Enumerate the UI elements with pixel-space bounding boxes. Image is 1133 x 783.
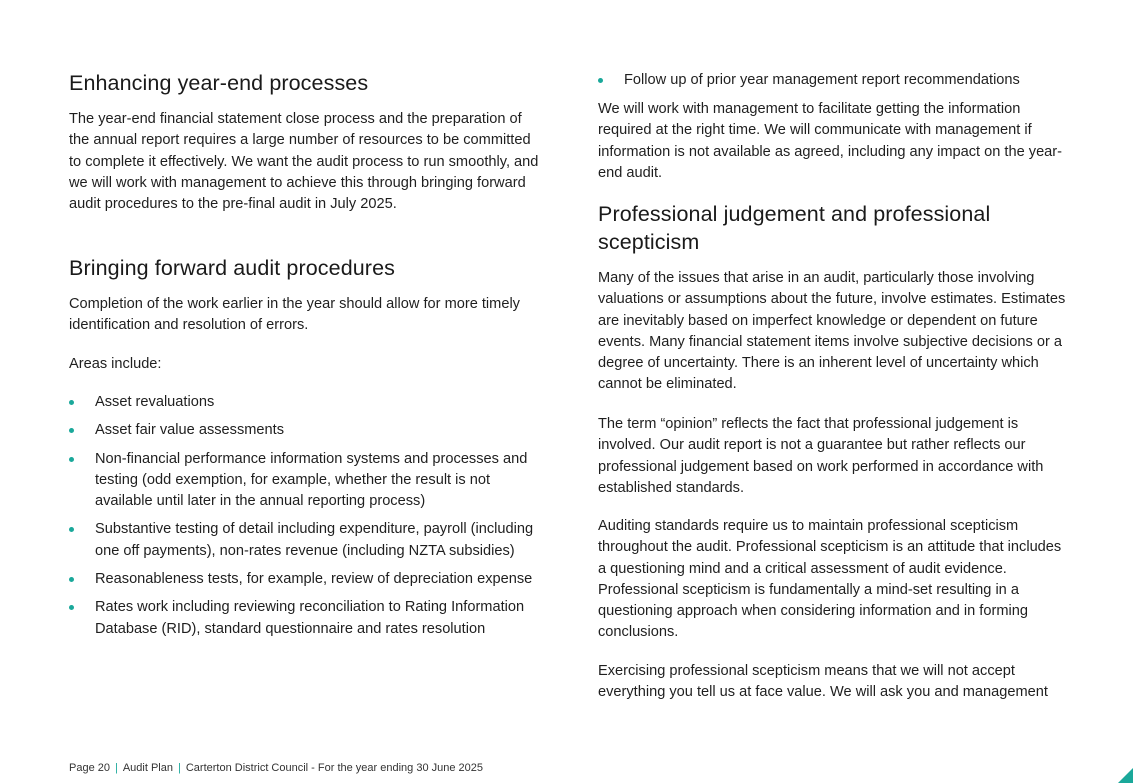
list-item: Follow up of prior year management report recommendations [598, 70, 1070, 91]
paragraph-auditing-standards: Auditing standards require us to maintain professional scepticism throughout the audit. Professional scepticism is an attitude that includes a questioning mind and a critical assessment of audit evidence. Professional scepticism is fundamentally a mind-set resulting in a questioning approach when considering information and in forming conclusions. [598, 518, 1062, 641]
paragraph-exercising-scepticism: Exercising professional scepticism means that we will not accept everything you tell us at face value. We will ask you and management [598, 663, 1048, 701]
paragraph-work-with-management: We will work with management to facilitate getting the information required at the right time. We will communicate with management if information is not available as agreed, including any impact on the year-end audit. [598, 101, 1063, 181]
list-item: Rates work including reviewing reconciliation to Rating Information Database (RID), standard questionnaire and rates resolution [69, 597, 541, 640]
list-item: Substantive testing of detail including expenditure, payroll (including one off payments), non-rates revenue (including NZTA subsidies) [69, 519, 541, 562]
heading-enhancing-year-end-processes: Enhancing year-end processes [69, 71, 369, 95]
areas-bullet-list [69, 392, 541, 640]
heading-professional-judgement: Professional judgement and professional scepticism [598, 202, 991, 254]
paragraph-areas-include: Areas include: [69, 356, 162, 372]
footer-separator: | [114, 762, 118, 774]
page-footer [69, 761, 483, 775]
list-item: Reasonableness tests, for example, review of depreciation expense [69, 569, 541, 590]
page-number: Page 20 [69, 762, 110, 774]
paragraph-completion-earlier: Completion of the work earlier in the year should allow for more timely identification and resolution of errors. [69, 296, 520, 334]
list-item: Asset fair value assessments [69, 420, 541, 441]
paragraph-year-end-close: The year-end financial statement close process and the preparation of the annual report requires a large number of resources to be committed to complete it effectively. We want the audit process to run smoothly, and we will work with management to achieve this through bringing forward audit procedures to the pre-final audit in July 2025. [69, 111, 539, 213]
paragraph-estimates: Many of the issues that arise in an audit, particularly those involving valuations or assumptions about the future, involve estimates. Estimates are inevitably based on imperfect knowledge or dependent on future events. Many financial statement items involve subjective decisions or a degree of uncertainty. There is an inherent level of uncertainty which cannot be eliminated. [598, 270, 1066, 393]
heading-bringing-forward-audit-procedures: Bringing forward audit procedures [69, 256, 395, 280]
entity-name: Carterton District Council - For the year ending 30 June 2025 [185, 762, 484, 774]
corner-accent-shape [1118, 768, 1133, 783]
top-bullet-list [598, 70, 1070, 91]
footer-separator: | [178, 762, 181, 774]
paragraph-opinion-term: The term “opinion” reflects the fact that professional judgement is involved. Our audit report is not a guarantee but rather reflects our professional judgement based on work performed in accordance with established standards. [598, 416, 1044, 496]
list-item: Asset revaluations [69, 392, 541, 413]
list-item: Non-financial performance information systems and processes and testing (odd exemption, for example, whether the result is not available until later in the annual reporting process) [69, 449, 541, 513]
document-title: Audit Plan [122, 762, 173, 774]
